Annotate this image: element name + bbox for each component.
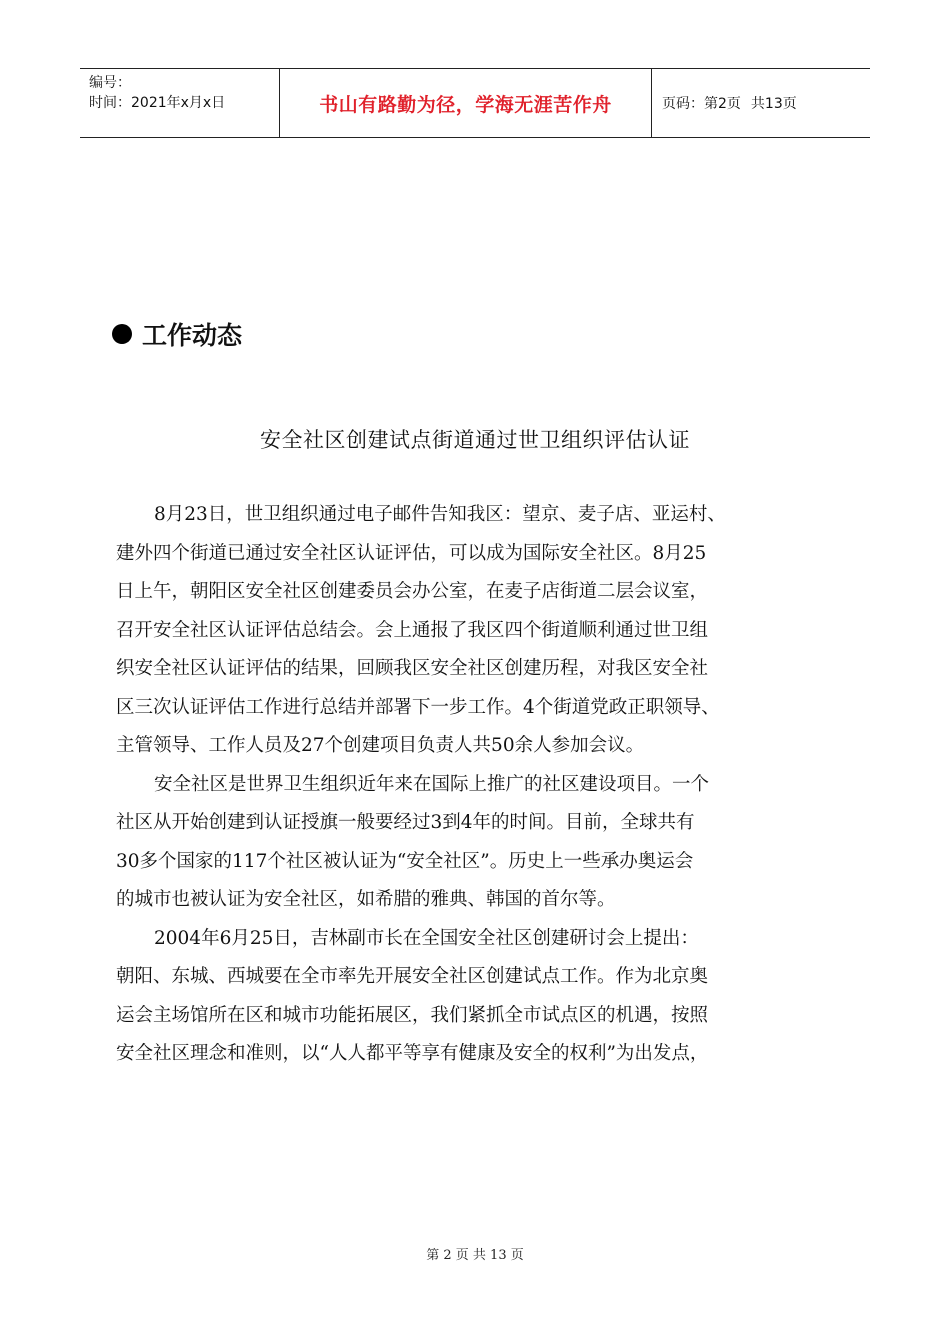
- body-line: 建外四个街道已通过安全社区认证评估，可以成为国际安全社区。8月25: [116, 542, 707, 564]
- body-line: 召开安全社区认证评估总结会。会上通报了我区四个街道顺利通过世卫组: [116, 619, 709, 641]
- body-line: 日上午，朝阳区安全社区创建委员会办公室，在麦子店街道二层会议室，: [116, 581, 709, 602]
- header-motto: 书山有路勤为径，学海无涯苦作舟: [280, 69, 652, 137]
- body-line: 安全社区是世界卫生组织近年来在国际上推广的社区建设项目。一个: [154, 773, 710, 795]
- article-body: [116, 496, 856, 1074]
- page-footer: 第 2 页 共 13 页: [426, 1248, 524, 1263]
- section-title: 工作动态: [142, 321, 243, 350]
- body-line: 运会主场馆所在区和城市功能拓展区，我们紧抓全市试点区的机遇，按照: [116, 1004, 709, 1026]
- body-line: 安全社区理念和准则，以“人人都平等享有健康及安全的权利”为出发点，: [116, 1043, 709, 1064]
- black-circle-bullet-icon: [112, 324, 132, 344]
- date-label: 时间：2021年x月x日: [89, 95, 226, 111]
- body-line: 区三次认证评估工作进行总结并部署下一步工作。4个街道党政正职领导、: [116, 696, 720, 718]
- header-page-code: [652, 69, 870, 137]
- page-code: 页码：第2页: [662, 96, 741, 112]
- body-line: 2004年6月25日，吉林副市长在全国安全社区创建研讨会上提出：: [154, 927, 699, 949]
- header-meta: [80, 69, 280, 137]
- document-header: [80, 68, 870, 138]
- body-line: 的城市也被认证为安全社区，如希腊的雅典、韩国的首尔等。: [116, 889, 616, 910]
- body-line: 8月23日，世卫组织通过电子邮件告知我区：望京、麦子店、亚运村、: [154, 504, 726, 525]
- body-line: 朝阳、东城、西城要在全市率先开展安全社区创建试点工作。作为北京奥: [116, 966, 709, 987]
- section-heading: [112, 316, 242, 352]
- body-line: 主管领导、工作人员及27个创建项目负责人共50余人参加会议。: [116, 735, 645, 756]
- body-line: 织安全社区认证评估的结果，回顾我区安全社区创建历程，对我区安全社: [116, 658, 709, 679]
- article-title: 安全社区创建试点街道通过世卫组织评估认证: [260, 428, 690, 452]
- body-line: 社区从开始创建到认证授旗一般要经过3到4年的时间。目前，全球共有: [116, 812, 695, 833]
- page-total: 共13页: [750, 96, 797, 112]
- number-label: 编号：: [89, 75, 131, 91]
- body-line: 30多个国家的117个社区被认证为“安全社区”。历史上一些承办奥运会: [116, 850, 694, 872]
